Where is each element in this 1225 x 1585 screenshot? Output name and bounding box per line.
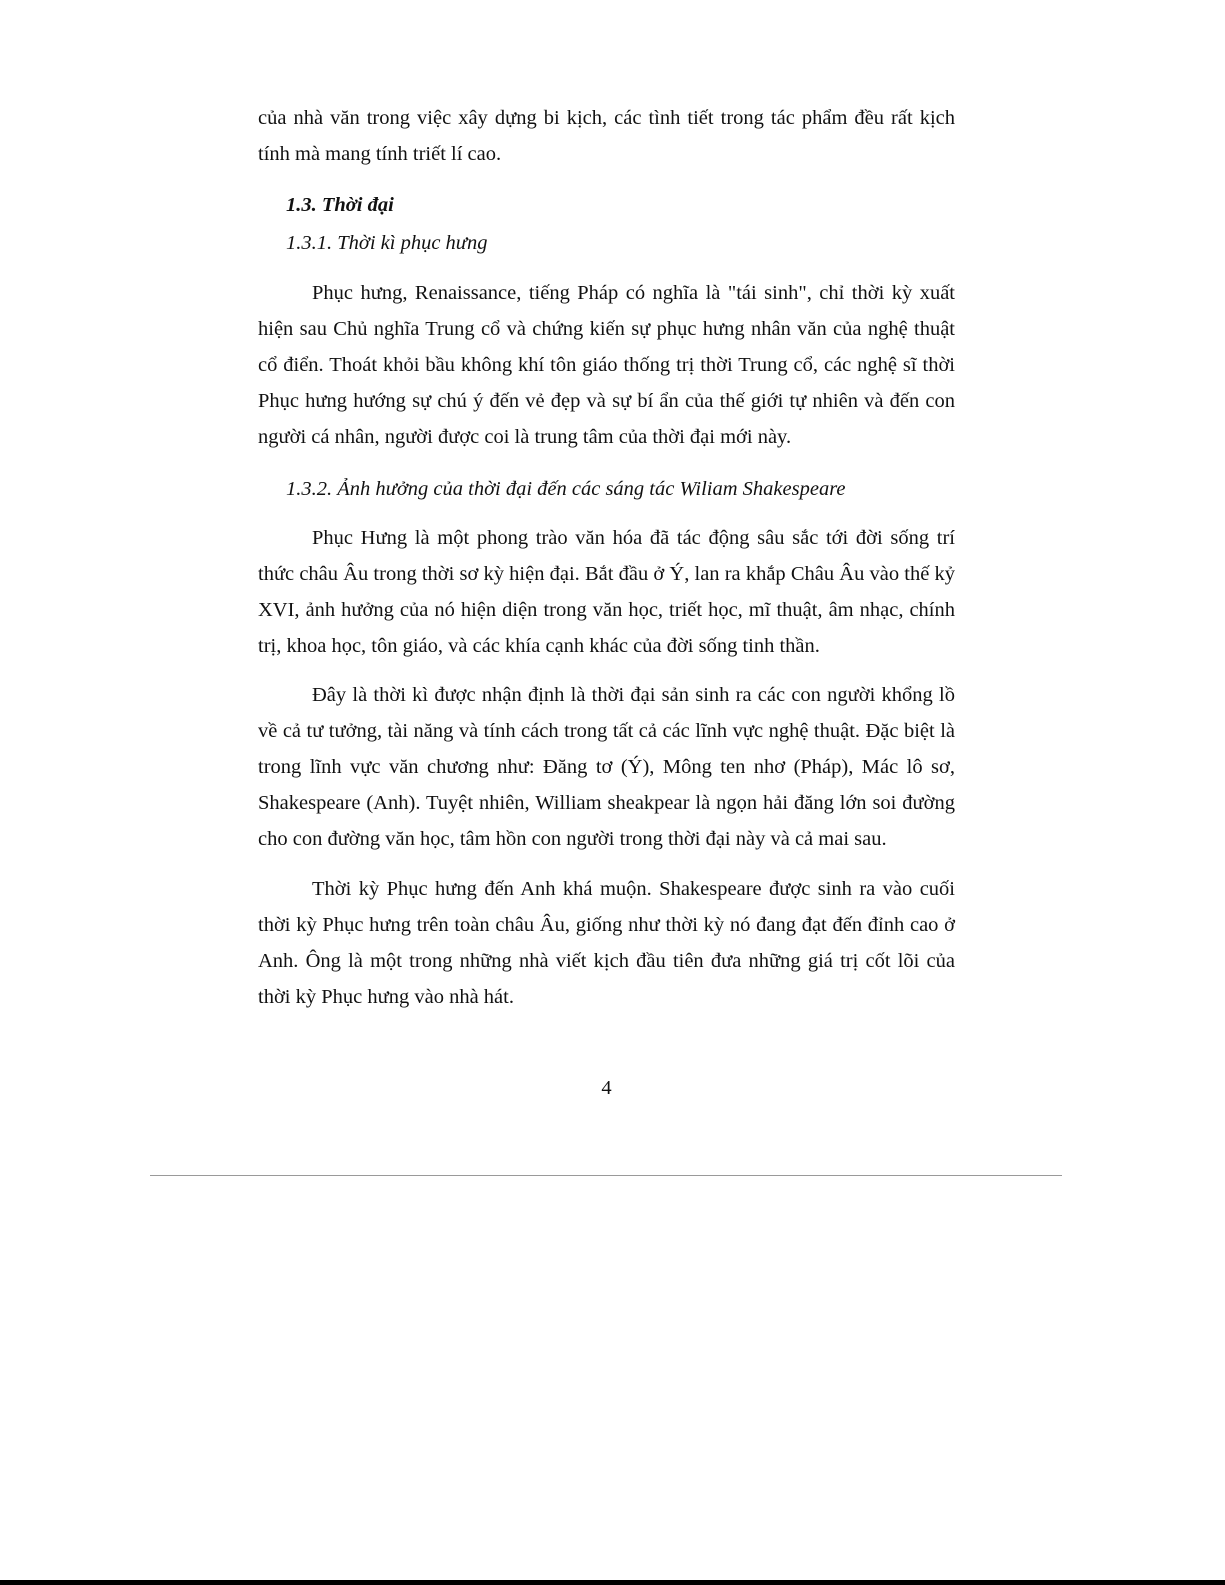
paragraph: Phục Hưng là một phong trào văn hóa đã tác động sâu sắc tới đời sống trí thức châu Âu trong thời sơ kỳ hiện đại. Bắt đầu ở Ý, lan ra khắp Châu Âu vào thế kỷ XVI, ảnh hưởng của nó hiện diện trong văn học, triết học, mĩ thuật, âm nhạc, chính trị, khoa học, tôn giáo, và các khía cạnh khác của đời sống tinh thần.	[258, 527, 955, 657]
paragraph: Đây là thời kì được nhận định là thời đại sản sinh ra các con người khổng lồ về cả tư tưởng, tài năng và tính cách trong tất cả các lĩnh vực nghệ thuật. Đặc biệt là trong lĩnh vực văn chương như: Đăng tơ (Ý), Mông ten nhơ (Pháp), Mác lô sơ, Shakespeare (Anh). Tuyệt nhiên, William sheakpear là ngọn hải đăng lớn soi đường cho con đường văn học, tâm hồn con người trong thời đại này và cả mai sau.	[258, 684, 955, 850]
subsection-1-body	[258, 275, 955, 455]
page-divider	[150, 1175, 1062, 1176]
subsection-2-paragraph-2-block	[258, 677, 955, 857]
section-heading: 1.3. Thời đại	[286, 194, 394, 216]
subsection-heading-1: 1.3.1. Thời kì phục hưng	[286, 232, 488, 254]
page-number: 4	[601, 1077, 612, 1099]
paragraph: Thời kỳ Phục hưng đến Anh khá muộn. Shakespeare được sinh ra vào cuối thời kỳ Phục hưng trên toàn châu Âu, giống như thời kỳ nó đang đạt đến đỉnh cao ở Anh. Ông là một trong những nhà viết kịch đầu tiên đưa những giá trị cốt lõi của thời kỳ Phục hưng vào nhà hát.	[258, 878, 955, 1008]
subsection-2-paragraph-3-block	[258, 871, 955, 1015]
paragraph: Phục hưng, Renaissance, tiếng Pháp có nghĩa là "tái sinh", chỉ thời kỳ xuất hiện sau Chủ nghĩa Trung cổ và chứng kiến sự phục hưng nhân văn của nghệ thuật cổ điển. Thoát khỏi bầu không khí tôn giáo thống trị thời Trung cổ, các nghệ sĩ thời Phục hưng hướng sự chú ý đến vẻ đẹp và sự bí ẩn của thế giới tự nhiên và đến con người cá nhân, người được coi là trung tâm của thời đại mới này.	[258, 282, 955, 448]
subsection-2-paragraph-1-block	[258, 520, 955, 664]
continuation-paragraph: của nhà văn trong việc xây dựng bi kịch, các tình tiết trong tác phẩm đều rất kịch tính mà mang tính triết lí cao.	[258, 107, 955, 165]
bottom-edge-rule	[0, 1580, 1225, 1585]
subsection-heading-2: 1.3.2. Ảnh hưởng của thời đại đến các sáng tác Wiliam Shakespeare	[286, 478, 846, 500]
continuation-paragraph-block	[258, 100, 955, 172]
